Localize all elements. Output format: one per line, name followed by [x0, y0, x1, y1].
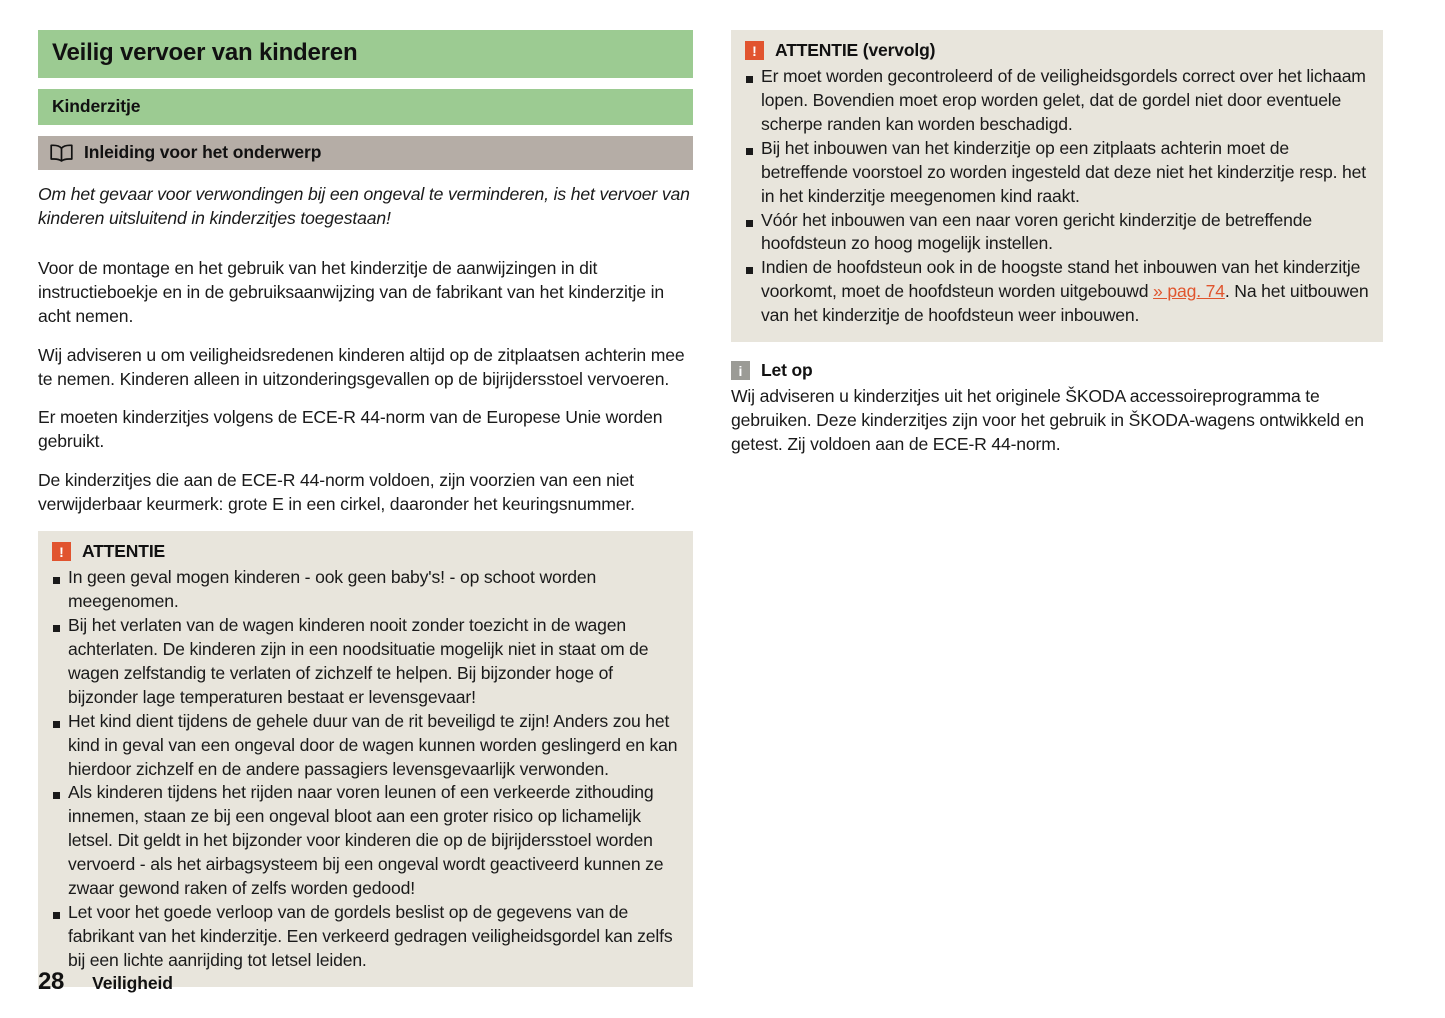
warning-box-attentie-vervolg [731, 30, 1383, 342]
chapter-header [38, 30, 693, 78]
list-item: Het kind dient tijdens de gehele duur van de rit beveiligd te zijn! Anders zou het kind in geval van een ongeval door de wagen kunnen worden geslingerd en kan hierdoor zichzelf en de andere passagiers levensgevaarlijk verwonden. [52, 710, 679, 782]
list-item: Bij het verlaten van de wagen kinderen nooit zonder toezicht in de wagen achterlaten. De kinderen zijn in een noodsituatie mogelijk niet in staat om de wagen zelfstandig te verlaten of zichzelf te helpen. Bij bijzonder hoge of bijzonder lage temperaturen bestaat er levensgevaar! [52, 614, 679, 710]
note-box-let-op [731, 360, 1383, 457]
paragraph-3: Er moeten kinderzitjes volgens de ECE-R 44-norm van de Europese Unie worden gebruikt. [38, 407, 663, 452]
footer-section-name: Veiligheid [92, 973, 173, 993]
exclamation-icon: ! [52, 542, 71, 561]
paragraph-2: Wij adviseren u om veiligheidsredenen kinderen altijd op de zitplaatsen achterin mee te nemen. Kinderen alleen in uitzonderingsgevallen op de bijrijdersstoel vervoeren. [38, 344, 685, 389]
paragraph-1: Voor de montage en het gebruik van het kinderzitje de aanwijzingen in dit instructieboekje en in de gebruiksaanwijzing van de fabrikant van het kinderzitje in acht nemen. [38, 257, 665, 326]
page-number: 28 [38, 968, 65, 995]
list-item-with-crossreference [745, 256, 1369, 328]
right-column [731, 30, 1383, 475]
section-title: Kinderzitje [52, 96, 141, 116]
chapter-title: Veilig vervoer van kinderen [52, 39, 358, 66]
warning-box-label: ATTENTIE [82, 541, 166, 562]
list-item: Let voor het goede verloop van de gordels beslist op de gegevens van de fabrikant van het kinderzitje. Een verkeerd gedragen veiligheidsgordel kan zelfs bij een lichte aanrijding tot letsel leiden. [52, 901, 679, 973]
page-crossreference-link[interactable]: » pag. 74 [1153, 281, 1225, 302]
left-column [38, 30, 693, 1005]
bullet-text-before: Indien de hoofdsteun ook in de hoogste stand het inbouwen van het kinderzitje voorkomt, moet de hoofdsteun worden uitgebouwd [761, 257, 1361, 302]
section-header [38, 89, 693, 125]
exclamation-icon: ! [745, 41, 764, 60]
list-item: Vóór het inbouwen van een naar voren gericht kinderzitje de betreffende hoofdsteun zo hoog mogelijk instellen. [745, 209, 1369, 257]
note-box-label: Let op [761, 360, 813, 381]
list-item: In geen geval mogen kinderen - ook geen baby's! - op schoot worden meegenomen. [52, 566, 679, 614]
list-item: Als kinderen tijdens het rijden naar voren leunen of een verkeerde zithouding innemen, staan ze bij een ongeval bloot aan een groter risico op lichamelijk letsel. Dit geldt in het bijzonder voor kinderen die op de bijrijdersstoel worden vervoerd - als het airbagsysteem bij een ongeval wordt geactiveerd kunnen ze zwaar gewond raken of zelfs worden gedood! [52, 781, 679, 901]
note-box-text: Wij adviseren u kinderzitjes uit het originele ŠKODA accessoireprogramma te gebruiken. Deze kinderzitjes zijn voor het gebruik in ŠKODA-wagens ontwikkeld en getest. Zij voldoen aan de ECE-R 44-norm. [731, 386, 1364, 454]
list-item: Er moet worden gecontroleerd of de veiligheidsgordels correct over het lichaam lopen. Bovendien moet erop worden gelet, dat de gordel niet door eventuele scherpe randen kan worden beschadigd. [745, 65, 1369, 137]
page-footer [38, 968, 173, 996]
open-book-icon [50, 144, 73, 162]
note-box-header [731, 360, 1383, 381]
warning-continued-label: ATTENTIE (vervolg) [775, 40, 936, 60]
list-item: Bij het inbouwen van het kinderzitje op een zitplaats achterin moet de betreffende voorstoel zo worden ingesteld dat deze niet het kinderzitje resp. het in het kinderzitje meegenomen kind raakt. [745, 137, 1369, 209]
warning-bullet-list [52, 566, 679, 973]
lead-paragraph: Om het gevaar voor verwondingen bij een ongeval te verminderen, is het vervoer van kinderen uitsluitend in kinderzitjes toegestaan! [38, 184, 690, 228]
warning-box-header [52, 541, 679, 562]
bullet-text-after: . Na het uitbouwen van het kinderzitje de hoofdsteun weer inbouwen. [761, 281, 1369, 326]
topic-title: Inleiding voor het onderwerp [84, 142, 322, 162]
info-icon: i [731, 361, 750, 380]
warning-continued-bullet-list [745, 65, 1369, 328]
warning-continued-header [745, 40, 1369, 61]
warning-box-attentie [38, 531, 693, 987]
topic-header [38, 136, 693, 170]
paragraph-4: De kinderzitjes die aan de ECE-R 44-norm voldoen, zijn voorzien van een niet verwijderbaar keurmerk: grote E in een cirkel, daaronder het keuringsnummer. [38, 470, 635, 515]
